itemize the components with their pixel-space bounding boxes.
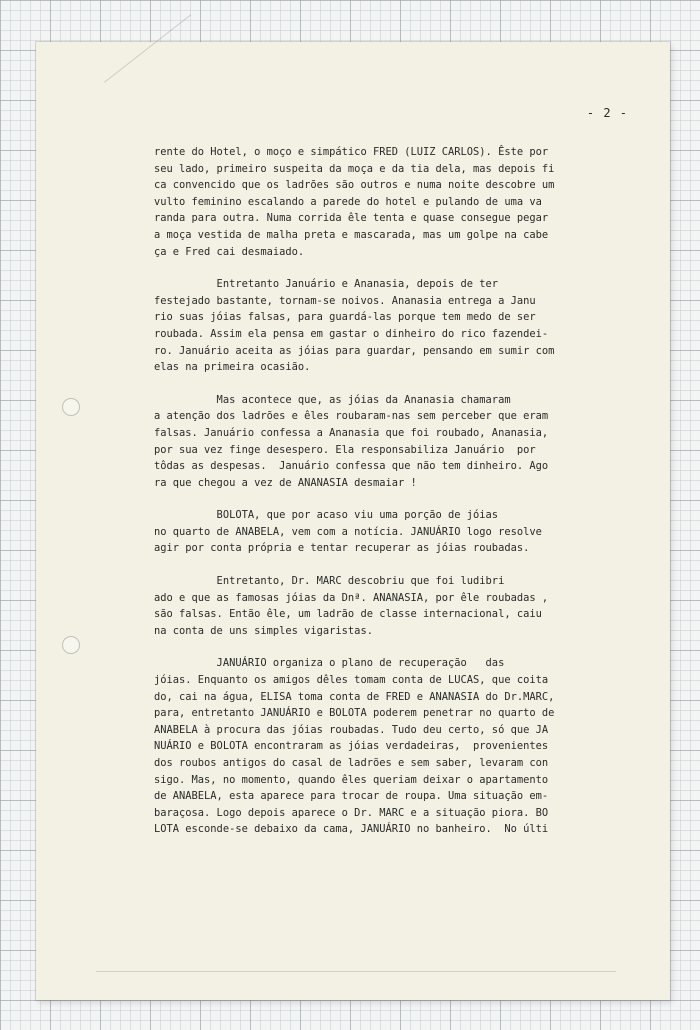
text-line: agir por conta própria e tentar recuperar as jóias roubadas. (154, 542, 530, 555)
paragraph (154, 144, 634, 260)
text-line: rente do Hotel, o moço e simpático FRED (LUIZ CARLOS). Êste por (154, 146, 549, 158)
text-line: rio suas jóias falsas, para guardá-las porque tem medo de ser (154, 311, 536, 324)
text-line: são falsas. Então êle, um ladrão de classe internacional, caiu (154, 608, 542, 621)
text-line: seu lado, primeiro suspeita da moça e da tia dela, mas depois fi (154, 162, 555, 175)
text-line: LOTA esconde-se debaixo da cama, JANUÁRIO no banheiro. No últi (154, 823, 549, 836)
text-line: ça e Fred cai desmaiado. (154, 245, 305, 258)
text-line: Entretanto Januário e Ananasia, depois de ter (154, 278, 499, 291)
paragraph (154, 392, 634, 492)
text-line: Mas acontece que, as jóias da Ananasia chamaram (154, 393, 511, 406)
text-line: tôdas as despesas. Januário confessa que não tem dinheiro. Ago (154, 460, 549, 473)
paper-crease (104, 14, 191, 83)
text-line: NUÁRIO e BOLOTA encontraram as jóias verdadeiras, provenientes (154, 740, 549, 753)
text-line: a atenção dos ladrões e êles roubaram-nas sem perceber que eram (154, 410, 549, 423)
text-line: ado e que as famosas jóias da Dnª. ANANASIA, por êle roubadas , (154, 591, 549, 604)
text-line: jóias. Enquanto os amigos dêles tomam conta de LUCAS, que coita (154, 674, 549, 687)
text-line: ro. Januário aceita as jóias para guardar, pensando em sumir com (154, 344, 555, 357)
text-line: falsas. Januário confessa a Ananasia que foi roubado, Ananasia, (154, 426, 549, 439)
text-line: ANABELA à procura das jóias roubadas. Tudo deu certo, só que JA (154, 723, 549, 736)
paragraph (154, 655, 634, 838)
text-line: JANUÁRIO organiza o plano de recuperação das (154, 657, 505, 670)
paragraph (154, 276, 634, 376)
punch-hole-upper (62, 398, 80, 416)
text-line: no quarto de ANABELA, vem com a notícia. JANUÁRIO logo resolve (154, 525, 542, 538)
text-line: vulto feminino escalando a parede do hotel e pulando de uma va (154, 195, 542, 208)
text-line: dos roubos antigos do casal de ladrões e sem saber, levaram con (154, 757, 549, 769)
text-line: baraçosa. Logo depois aparece o Dr. MARC e a situação piora. BO (154, 806, 549, 819)
typed-text (154, 144, 634, 854)
text-line: na conta de uns simples vigaristas. (154, 624, 373, 637)
text-line: Entretanto, Dr. MARC descobriu que foi ludibri (154, 575, 505, 588)
text-line: por sua vez finge desespero. Ela responsabiliza Januário por (154, 443, 536, 456)
text-line: para, entretanto JANUÁRIO e BOLOTA poderem penetrar no quarto de (154, 707, 555, 720)
paragraph (154, 507, 634, 557)
text-line: ca convencido que os ladrões são outros e numa noite descobre um (154, 179, 555, 192)
text-line: do, cai na água, ELISA toma conta de FRED e ANANASIA do Dr.MARC, (154, 690, 555, 703)
text-line: roubada. Assim ela pensa em gastar o dinheiro do rico fazendei- (154, 327, 549, 340)
text-line: sigo. Mas, no momento, quando êles queriam deixar o apartamento (154, 773, 549, 786)
text-line: BOLOTA, que por acaso viu uma porção de jóias (154, 509, 499, 522)
text-line: festejado bastante, tornam-se noivos. Ananasia entrega a Janu (154, 294, 536, 307)
text-line: elas na primeira ocasião. (154, 361, 311, 374)
paragraph (154, 573, 634, 639)
paper-bottom-shadow (96, 971, 616, 972)
punch-hole-lower (62, 636, 80, 654)
typed-page (36, 42, 670, 1000)
page-number: - 2 - (586, 106, 628, 120)
text-line: de ANABELA, esta aparece para trocar de roupa. Uma situação em- (154, 790, 549, 803)
text-line: randa para outra. Numa corrida êle tenta e quase consegue pegar (154, 212, 549, 225)
text-line: ra que chegou a vez de ANANASIA desmaiar ! (154, 476, 417, 489)
text-line: a moça vestida de malha preta e mascarada, mas um golpe na cabe (154, 228, 549, 241)
